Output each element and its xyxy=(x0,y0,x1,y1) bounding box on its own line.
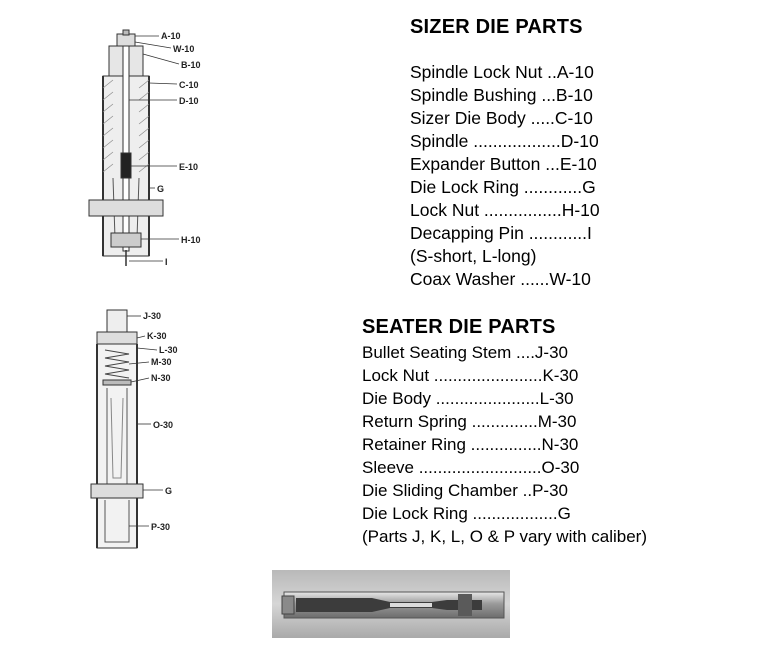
die-cross-section-photo xyxy=(272,570,510,638)
callout-p-30: P-30 xyxy=(151,522,171,532)
seater-die-diagram xyxy=(85,308,220,558)
sizer-part-item: Spindle Lock Nut ..A-10 xyxy=(410,62,594,82)
sizer-part-item: Coax Washer ......W-10 xyxy=(410,269,591,289)
sizer-part-item: Spindle ..................D-10 xyxy=(410,131,599,151)
sizer-part-item: Sizer Die Body .....C-10 xyxy=(410,108,593,128)
callout-g-seater: G xyxy=(165,486,173,496)
sizer-part-item: Spindle Bushing ...B-10 xyxy=(410,85,593,105)
sizer-parts-list xyxy=(410,61,600,291)
seater-lock-nut-shape xyxy=(97,332,137,344)
expander-button-shape xyxy=(121,153,131,178)
callout-h-10: H-10 xyxy=(181,235,201,245)
seater-die-parts-title: SEATER DIE PARTS xyxy=(362,316,556,338)
sizer-part-item: Lock Nut ................H-10 xyxy=(410,200,600,220)
callout-o-30: O-30 xyxy=(153,420,174,430)
seater-part-item: Die Lock Ring ..................G xyxy=(362,504,571,523)
callout-j-30: J-30 xyxy=(143,311,162,321)
seater-part-item: Die Sliding Chamber ..P-30 xyxy=(362,481,568,500)
spindle-shape xyxy=(123,46,129,251)
seater-part-item: Bullet Seating Stem ....J-30 xyxy=(362,343,568,362)
callout-a-10: A-10 xyxy=(161,31,181,41)
retainer-ring-shape xyxy=(103,380,131,385)
sizer-part-item: Expander Button ...E-10 xyxy=(410,154,597,174)
seater-part-item: Die Body ......................L-30 xyxy=(362,389,574,408)
callout-b-10: B-10 xyxy=(181,60,201,70)
seater-parts-list xyxy=(362,341,647,548)
sizer-part-item: (S-short, L-long) xyxy=(410,246,537,266)
die-lock-ring-shape xyxy=(89,200,163,216)
callout-c-10: C-10 xyxy=(179,80,199,90)
callout-m-30: M-30 xyxy=(151,357,172,367)
seater-die-body-shape xyxy=(97,344,137,548)
callout-k-30: K-30 xyxy=(147,331,167,341)
callout-g: G xyxy=(157,184,165,194)
lock-nut-shape xyxy=(111,233,141,247)
bullet-seating-stem-shape xyxy=(107,310,127,332)
seater-part-item: Sleeve ..........................O-30 xyxy=(362,458,580,477)
sizer-die-diagram xyxy=(85,28,220,273)
callout-l-30: L-30 xyxy=(159,345,178,355)
seater-part-item: Retainer Ring ...............N-30 xyxy=(362,435,579,454)
seater-part-item: Lock Nut .......................K-30 xyxy=(362,366,579,385)
sizer-part-item: Die Lock Ring ............G xyxy=(410,177,596,197)
callout-e-10: E-10 xyxy=(179,162,199,172)
seater-part-item: Return Spring ..............M-30 xyxy=(362,412,577,431)
seater-part-item: (Parts J, K, L, O & P vary with caliber) xyxy=(362,527,647,546)
callout-n-30: N-30 xyxy=(151,373,171,383)
spindle-lock-nut-shape xyxy=(117,34,135,46)
sizer-die-parts-title: SIZER DIE PARTS xyxy=(410,16,583,38)
callout-w-10: W-10 xyxy=(173,44,195,54)
callout-i: I xyxy=(165,257,168,267)
seater-die-lock-ring-shape xyxy=(91,484,143,498)
sizer-part-item: Decapping Pin ............I xyxy=(410,223,592,243)
callout-d-10: D-10 xyxy=(179,96,199,106)
